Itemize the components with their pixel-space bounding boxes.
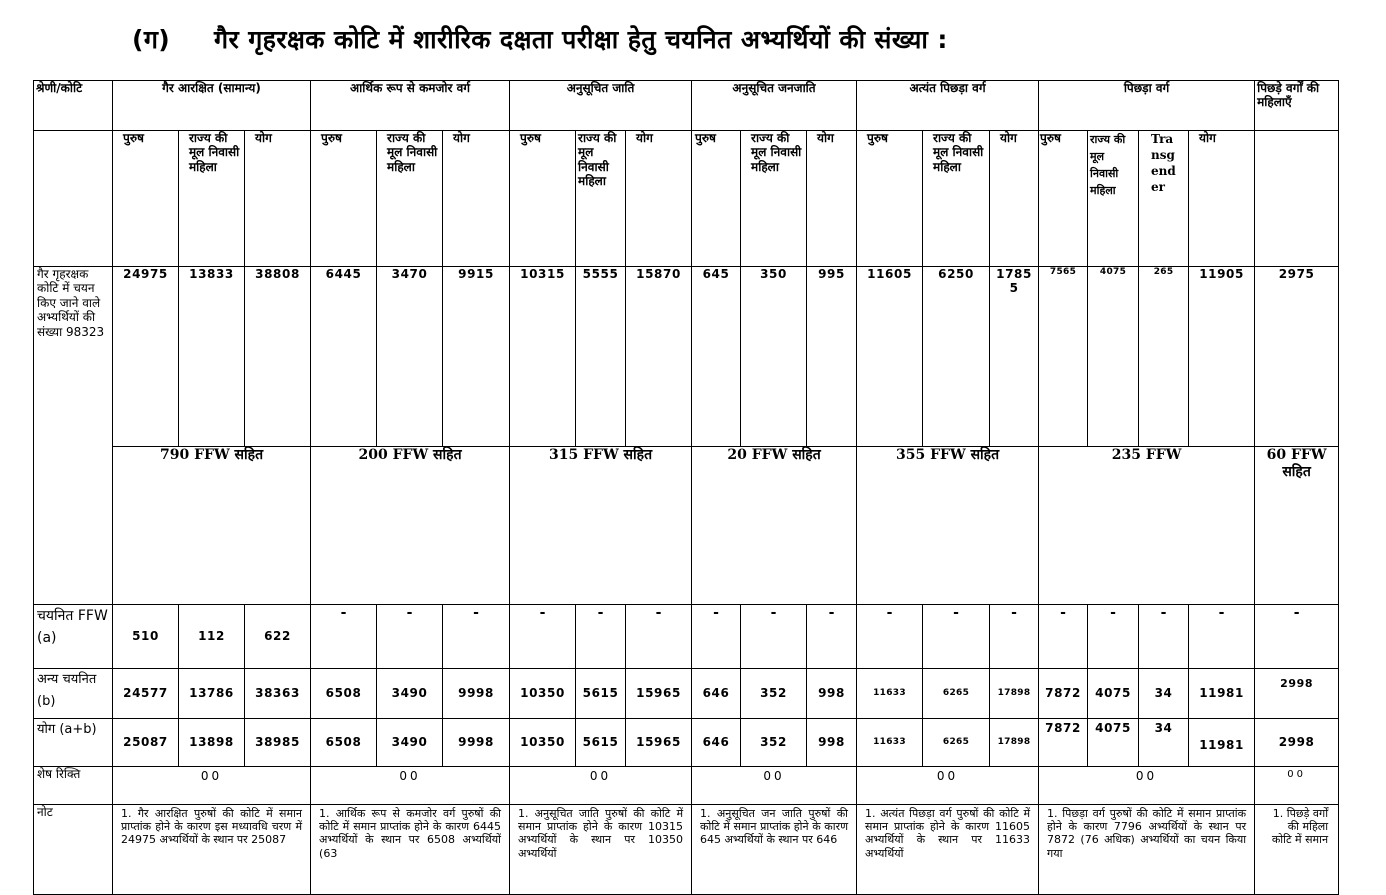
row-label-other: अन्य चयनित (b) (34, 669, 113, 719)
cell-value: 11981 (1189, 669, 1255, 719)
cell-dash: - (1139, 605, 1189, 669)
cell-value: 3470 (377, 267, 443, 447)
cat-header-bc: पिछड़ा वर्ग (1039, 81, 1255, 131)
vacancy-st: 00 (692, 767, 857, 805)
cell-value: 25087 (113, 719, 179, 767)
cell-value: 11981 (1189, 719, 1255, 767)
cat-header-sc: अनुसूचित जाति (510, 81, 692, 131)
sub-native-women: राज्य की मूल निवासी महिला (576, 131, 626, 267)
cell-value: 998 (807, 669, 857, 719)
cell-value: 10350 (510, 669, 576, 719)
cell-dash: - (626, 605, 692, 669)
cat-header-bc-women: पिछड़े वर्गों की महिलाएँ (1255, 81, 1339, 131)
cell-dash: - (807, 605, 857, 669)
row-label-selected: गैर गृहरक्षक कोटि में चयन किए जाने वाले अभ्यर्थियों की संख्या 98323 (34, 267, 113, 605)
cell-value: 11633 (857, 719, 923, 767)
vacancy-ews: 00 (311, 767, 510, 805)
sub-male: पुरुष (1039, 131, 1088, 267)
sub-native-women: राज्य की मूल निवासी महिला (923, 131, 990, 267)
cell-value: 6508 (311, 719, 377, 767)
cell-dash: - (443, 605, 510, 669)
cell-value: 9998 (443, 669, 510, 719)
cell-value: 15965 (626, 669, 692, 719)
vacancy-general: 00 (113, 767, 311, 805)
cell-value: 6508 (311, 669, 377, 719)
cell-value: 645 (692, 267, 741, 447)
cell-dash: - (377, 605, 443, 669)
corner-header: श्रेणी/कोटि (34, 81, 113, 131)
cell-value: 6265 (923, 719, 990, 767)
cell-value: 24577 (113, 669, 179, 719)
cat-header-ews: आर्थिक रूप से कमजोर वर्ग (311, 81, 510, 131)
ffw-included-general: 790 FFW सहित (113, 447, 311, 605)
cat-header-general: गैर आरक्षित (सामान्य) (113, 81, 311, 131)
cell-value: 352 (741, 669, 807, 719)
cell-value: 13833 (179, 267, 245, 447)
cell-value: 9915 (443, 267, 510, 447)
vacancy-bc-women: 00 (1255, 767, 1339, 805)
row-other-selected (34, 669, 1339, 719)
cell-value: 7872 (1039, 669, 1088, 719)
note-ews: 1. आर्थिक रूप से कमजोर वर्ग पुरुषों की कोटि में समान प्राप्तांक होने के कारण 6445 अभ्यर्थियों के स्थान पर 6508 अभ्यर्थियों (63 (311, 805, 510, 895)
sub-total: योग (807, 131, 857, 267)
ffw-included-bc-women: 60 FFW सहित (1255, 447, 1339, 605)
vacancy-sc: 00 (510, 767, 692, 805)
row-label-ffw: चयनित FFW (a) (34, 605, 113, 669)
note-sc: 1. अनुसूचित जाति पुरुषों की कोटि में समान प्राप्तांक होने के कारण 10315 अभ्यर्थियों के स्थान पर 10350 अभ्यर्थियों (510, 805, 692, 895)
sub-native-women: राज्य की मूल निवासी महिला (179, 131, 245, 267)
sub-male: पुरुष (857, 131, 923, 267)
sub-male: पुरुष (510, 131, 576, 267)
cell-value: 24975 (113, 267, 179, 447)
ffw-included-ebc: 355 FFW सहित (857, 447, 1039, 605)
row-label-vacancy: शेष रिक्ति (34, 767, 113, 805)
sub-header-blank (1255, 131, 1339, 267)
cell-value: 622 (245, 605, 311, 669)
cell-value: 6445 (311, 267, 377, 447)
ffw-included-st: 20 FFW सहित (692, 447, 857, 605)
vacancy-bc: 00 (1039, 767, 1255, 805)
sub-header-row (34, 131, 1339, 267)
cell-dash: - (857, 605, 923, 669)
category-header-row (34, 81, 1339, 131)
cell-value: 10315 (510, 267, 576, 447)
cell-value: 15965 (626, 719, 692, 767)
cell-value: 5615 (576, 669, 626, 719)
cell-value: 646 (692, 669, 741, 719)
cell-value: 5615 (576, 719, 626, 767)
cell-value: 38808 (245, 267, 311, 447)
title-text: गैर गृहरक्षक कोटि में शारीरिक दक्षता परीक्षा हेतु चयनित अभ्यर्थियों की संख्या : (214, 25, 948, 54)
cell-dash: - (990, 605, 1039, 669)
row-note (34, 805, 1339, 895)
cell-value: 4075 (1088, 267, 1139, 447)
cell-value: 4075 (1088, 669, 1139, 719)
ffw-included-bc: 235 FFW (1039, 447, 1255, 605)
sub-male: पुरुष (692, 131, 741, 267)
cell-value: 7565 (1039, 267, 1088, 447)
cell-dash: - (923, 605, 990, 669)
cell-value: 2998 (1255, 669, 1339, 719)
cell-dash: - (1088, 605, 1139, 669)
vacancy-ebc: 00 (857, 767, 1039, 805)
cell-value: 510 (113, 605, 179, 669)
cell-dash: - (510, 605, 576, 669)
cell-dash: - (741, 605, 807, 669)
row-label-note: नोट (34, 805, 113, 895)
sub-total: योग (990, 131, 1039, 267)
cell-value: 2998 (1255, 719, 1339, 767)
cell-value: 38363 (245, 669, 311, 719)
cell-value: 17855 (990, 267, 1039, 447)
cell-value: 646 (692, 719, 741, 767)
cell-value: 5555 (576, 267, 626, 447)
cell-value: 265 (1139, 267, 1189, 447)
note-ebc: 1. अत्यंत पिछड़ा वर्ग पुरुषों की कोटि में समान प्राप्तांक होने के कारण 11605 अभ्यर्थियों के स्थान पर 11633 अभ्यर्थियों (857, 805, 1039, 895)
cell-value: 4075 (1088, 719, 1139, 767)
cell-dash: - (311, 605, 377, 669)
cell-value: 6250 (923, 267, 990, 447)
cell-value: 17898 (990, 719, 1039, 767)
cell-dash: - (1039, 605, 1088, 669)
cat-header-ebc: अत्यंत पिछड़ा वर्ग (857, 81, 1039, 131)
row-selected (34, 267, 1339, 447)
cell-value: 350 (741, 267, 807, 447)
ffw-included-sc: 315 FFW सहित (510, 447, 692, 605)
cell-value: 6265 (923, 669, 990, 719)
sub-native-women: राज्य की मूल निवासी महिला (741, 131, 807, 267)
cell-value: 11605 (857, 267, 923, 447)
sub-male: पुरुष (113, 131, 179, 267)
section-marker: (ग) (132, 25, 171, 54)
row-label-sum: योग (a+b) (34, 719, 113, 767)
cell-dash: - (692, 605, 741, 669)
cat-header-st: अनुसूचित जनजाति (692, 81, 857, 131)
cell-dash: - (576, 605, 626, 669)
cell-value: 998 (807, 719, 857, 767)
cell-value: 995 (807, 267, 857, 447)
cell-dash: - (1255, 605, 1339, 669)
sub-total: योग (1189, 131, 1255, 267)
note-bc-women: 1. पिछड़े वर्गों की महिला कोटि में समान (1255, 805, 1339, 895)
cell-value: 7872 (1039, 719, 1088, 767)
sub-header-blank (34, 131, 113, 267)
cell-value: 13898 (179, 719, 245, 767)
cell-value: 11633 (857, 669, 923, 719)
sub-total: योग (245, 131, 311, 267)
note-bc: 1. पिछड़ा वर्ग पुरुषों की कोटि में समान प्राप्तांक होने के कारण 7796 अभ्यर्थियों के स्थान पर 7872 (76 अधिक) अभ्यर्थियों का चयन किया गया (1039, 805, 1255, 895)
row-ffw-selected (34, 605, 1339, 669)
row-sum (34, 719, 1339, 767)
cell-value: 13786 (179, 669, 245, 719)
cell-value: 9998 (443, 719, 510, 767)
cell-value: 34 (1139, 719, 1189, 767)
cell-dash: - (1189, 605, 1255, 669)
cell-value: 38985 (245, 719, 311, 767)
ffw-included-ews: 200 FFW सहित (311, 447, 510, 605)
sub-total: योग (626, 131, 692, 267)
cell-value: 11905 (1189, 267, 1255, 447)
sub-native-women: राज्य की मूल निवासी महिला (377, 131, 443, 267)
cell-value: 3490 (377, 719, 443, 767)
cell-value: 3490 (377, 669, 443, 719)
cell-value: 10350 (510, 719, 576, 767)
cell-value: 34 (1139, 669, 1189, 719)
sub-native-women: राज्य की मूल निवासी महिला (1088, 131, 1139, 267)
cell-value: 2975 (1255, 267, 1339, 447)
cell-value: 112 (179, 605, 245, 669)
cell-value: 352 (741, 719, 807, 767)
cell-value: 15870 (626, 267, 692, 447)
row-vacancy (34, 767, 1339, 805)
page-title (132, 22, 1232, 66)
sub-total: योग (443, 131, 510, 267)
sub-male: पुरुष (311, 131, 377, 267)
sub-transgender: Tra nsg end er (1139, 131, 1189, 267)
note-st: 1. अनुसूचित जन जाति पुरुषों की कोटि में समान प्राप्तांक होने के कारण 645 अभ्यर्थियों के स्थान पर 646 (692, 805, 857, 895)
note-general: 1. गैर आरक्षित पुरुषों की कोटि में समान प्राप्तांक होने के कारण इस मध्यावधि चरण में 24975 अभ्यर्थियों के स्थान पर 25087 (113, 805, 311, 895)
selection-table (33, 80, 1339, 895)
row-ffw-included (34, 447, 1339, 605)
cell-value: 17898 (990, 669, 1039, 719)
